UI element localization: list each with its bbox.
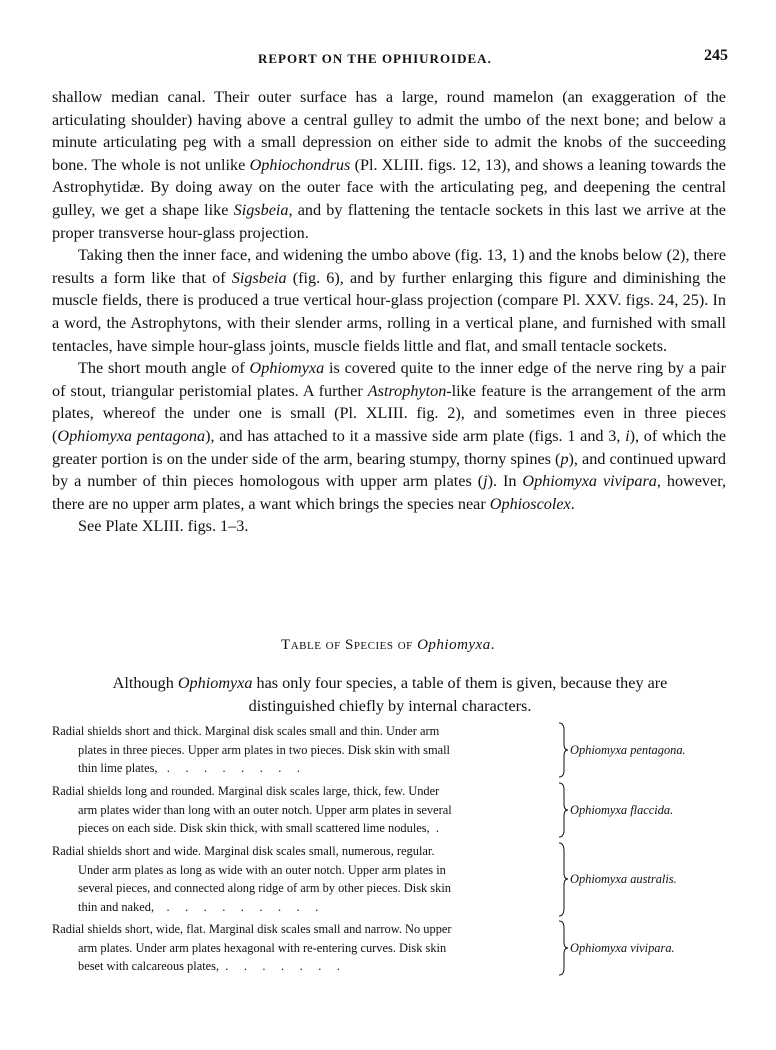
species-description: Radial shields short and thick. Marginal disk scales small and thin. Under arm plates in three pieces. Upper arm plates in two pieces. Disk skin with small thin lime plates, . . . . . . . . [52,724,450,776]
species-entry-flaccida [52,782,732,838]
species-name: Ophiomyxa australis. [570,872,677,886]
species-description: Radial shields short, wide, flat. Marginal disk scales small and narrow. No upper arm plates. Under arm plates hexagonal with re-entering curves. Disk skin beset with calcareous plates, . . . . . . . [52,922,452,974]
species-description: Radial shields short and wide. Marginal disk scales small, numerous, regular. Under arm plates as long as wide with an outer notch. Upper arm plates in several pieces, and connected along ridge of arm by other pieces. Disk skin thin and naked, . . . . . . . . . [52,844,451,914]
body-text [52,86,726,538]
paragraph-2: Taking then the inner face, and widening the umbo above (fig. 13, 1) and the knobs below (2), there results a form like that of Sigsbeia (fig. 6), and by further enlarging this figure and diminishing the muscle fields, there is produced a true vertical hour-glass projection (compare Pl. XXV. figs. 24, 25). In a word, the Astrophytons, with their slender arms, rolling in a vertical plane, and furnished with small tentacles, have simple hour-glass joints, muscle fields little and flat, and small tentacle sockets. [52,246,726,355]
species-name: Ophiomyxa flaccida. [570,803,674,817]
species-name: Ophiomyxa vivipara. [570,941,675,955]
table-title: Table of Species of Ophiomyxa. [281,637,495,653]
brace-icon [557,722,569,778]
species-description: Radial shields long and rounded. Marginal disk scales large, thick, few. Under arm plates wider than long with an outer notch. Upper arm plates in several pieces on each side. Disk skin thick, with small scattered lime nodules, . [52,784,452,836]
table-intro: Although Ophiomyxa has only four species, a table of them is given, because they are distinguished chiefly by internal characters. [112,674,668,715]
plate-reference: See Plate XLIII. figs. 1–3. [78,517,249,536]
species-entry-pentagona [52,722,732,778]
brace-icon [557,782,569,838]
paragraph-3: The short mouth angle of Ophiomyxa is covered quite to the inner edge of the nerve ring by a pair of stout, triangular peristomial plates. A further Astrophyton-like feature is the arrangement of the arm plates, whereof the under one is small (Pl. XLIII. fig. 2), and sometimes even in three pieces (Ophiomyxa pentagona), and has attached to it a massive side arm plate (figs. 1 and 3, i), of which the greater portion is on the under side of the arm, bearing stumpy, thorny spines (p), and continued upward by a number of thin pieces homologous with upper arm plates (j). In Ophiomyxa vivipara, however, there are no upper arm plates, a want which brings the species near Ophioscolex. [52,359,727,513]
running-title: REPORT ON THE OPHIUROIDEA. [258,51,492,66]
running-header [0,47,776,71]
brace-icon [557,920,569,976]
species-entry-vivipara [52,920,732,976]
paragraph-1: shallow median canal. Their outer surface has a large, round mamelon (an exaggeration of the articulating shoulder) having above a central gulley to admit the umbo of the next bone; and below a minute articulating peg with a small depression on either side to admit the knobs of the succeeding bone. The whole is not unlike Ophiochondrus (Pl. XLIII. figs. 12, 13), and shows a leaning towards the Astrophytidæ. By doing away on the outer face with the articulating peg, and deepening the central gulley, we get a shape like Sigsbeia, and by flattening the tentacle sockets in this last we arrive at the proper transverse hour-glass projection. [52,88,726,242]
species-name: Ophiomyxa pentagona. [570,743,686,757]
species-entry-australis [52,842,732,917]
brace-icon [557,842,569,917]
page-number: 245 [704,47,728,64]
